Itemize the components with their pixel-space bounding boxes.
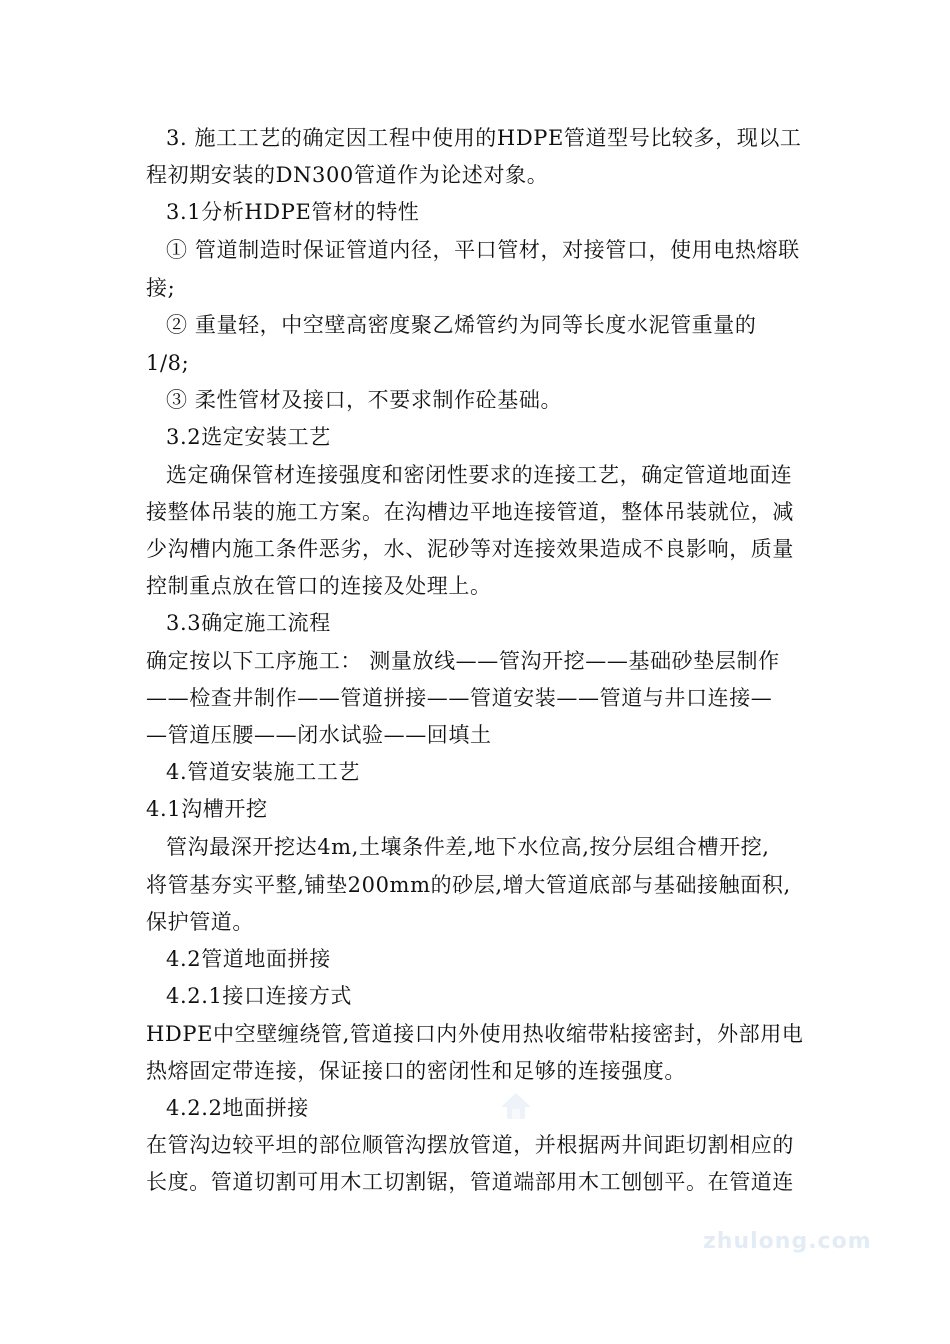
text-line: ——检查井制作——管道拼接——管道安装——管道与井口连接— xyxy=(146,686,773,710)
text-line: 程初期安装的DN300管道作为论述对象。 xyxy=(146,163,549,187)
section-heading: 4.2.1接口连接方式 xyxy=(166,984,353,1008)
text-line: 热熔固定带连接，保证接口的密闭性和足够的连接强度。 xyxy=(146,1059,686,1083)
text-line: 确定按以下工序施工： 测量放线——管沟开挖——基础砂垫层制作 xyxy=(146,649,780,673)
text-line: 控制重点放在管口的连接及处理上。 xyxy=(146,574,492,598)
text-line: HDPE中空壁缠绕管,管道接口内外使用热收缩带粘接密封，外部用电 xyxy=(146,1022,804,1046)
list-item: ② 重量轻，中空壁高密度聚乙烯管约为同等长度水泥管重量的 xyxy=(166,313,757,337)
text-line: 接整体吊装的施工方案。在沟槽边平地连接管道，整体吊装就位，减 xyxy=(146,500,794,524)
text-line: 长度。管道切割可用木工切割锯，管道端部用木工刨刨平。在管道连 xyxy=(146,1170,794,1194)
section-heading: 4.管道安装施工工艺 xyxy=(166,760,361,784)
text-line: 1/8; xyxy=(146,351,190,375)
text-line: 管沟最深开挖达4m,土壤条件差,地下水位高,按分层组合槽开挖, xyxy=(166,835,770,859)
text-line: 3. 施工工艺的确定因工程中使用的HDPE管道型号比较多，现以工 xyxy=(166,126,802,150)
section-heading: 3.3确定施工流程 xyxy=(166,611,331,635)
watermark-text: zhulong.com xyxy=(703,1229,872,1254)
watermark-logo-icon xyxy=(495,1085,537,1127)
text-line: 将管基夯实平整,铺垫200mm的砂层,增大管道底部与基础接触面积, xyxy=(146,873,791,897)
section-heading: 4.2管道地面拼接 xyxy=(166,947,331,971)
text-line: —管道压腰——闭水试验——回填土 xyxy=(146,723,492,747)
list-item: ① 管道制造时保证管道内径，平口管材，对接管口，使用电热熔联 xyxy=(166,238,800,262)
section-heading: 4.2.2地面拼接 xyxy=(166,1096,309,1120)
list-item: ③ 柔性管材及接口，不要求制作砼基础。 xyxy=(166,388,563,412)
text-line: 在管沟边较平坦的部位顺管沟摆放管道，并根据两井间距切割相应的 xyxy=(146,1133,794,1157)
section-heading: 4.1沟槽开挖 xyxy=(146,797,268,821)
section-heading: 3.1分析HDPE管材的特性 xyxy=(166,200,420,224)
section-heading: 3.2选定安装工艺 xyxy=(166,425,331,449)
text-line: 接; xyxy=(146,276,176,300)
text-line: 少沟槽内施工条件恶劣，水、泥砂等对连接效果造成不良影响，质量 xyxy=(146,537,794,561)
text-line: 选定确保管材连接强度和密闭性要求的连接工艺，确定管道地面连 xyxy=(166,463,793,487)
text-line: 保护管道。 xyxy=(146,910,254,934)
